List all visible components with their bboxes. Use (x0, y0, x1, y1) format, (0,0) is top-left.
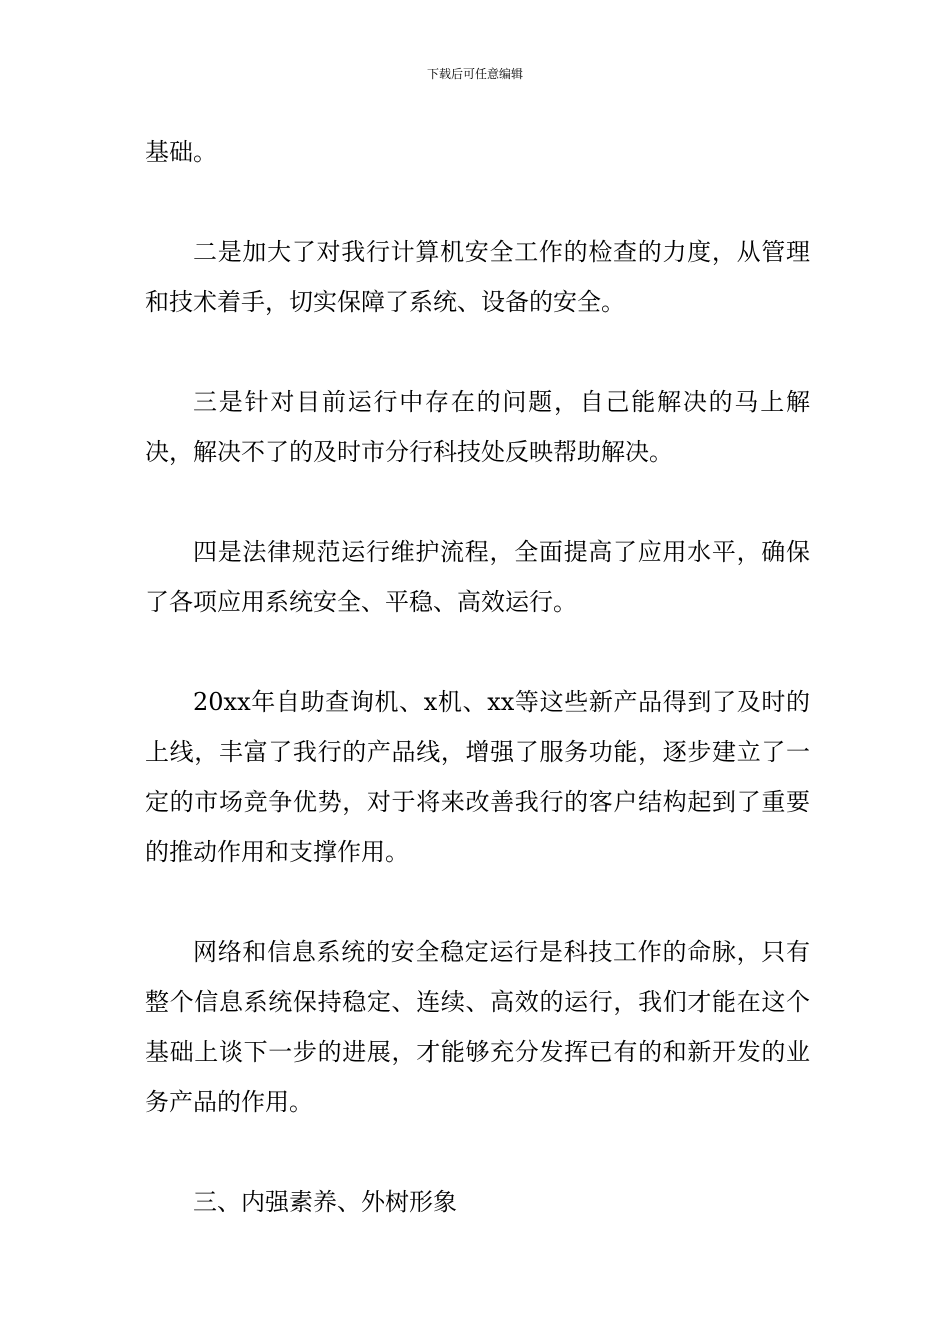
paragraph-continuation: 基础。 (145, 138, 217, 166)
paragraph-maintenance-process: 四是法律规范运行维护流程，全面提高了应用水平，确保了各项应用系统安全、平稳、高效运行。 (145, 538, 810, 616)
paragraph-system-stability: 网络和信息系统的安全稳定运行是科技工作的命脉，只有整个信息系统保持稳定、连续、高效的运行，我们才能在这个基础上谈下一步的进展，才能够充分发挥已有的和新开发的业务产品的作用。 (145, 938, 810, 1116)
section-heading: 三、内强素养、外树形象 (193, 1188, 457, 1216)
document-body (145, 127, 810, 1277)
paragraph-new-products: 20xx年自助查询机、x机、xx等这些新产品得到了及时的上线，丰富了我行的产品线，增强了服务功能，逐步建立了一定的市场竞争优势，对于将来改善我行的客户结构起到了重要的推动作用和支撑作用。 (145, 688, 810, 866)
page-header: 下载后可任意编辑 (426, 67, 523, 81)
paragraph-problem-solving: 三是针对目前运行中存在的问题，自己能解决的马上解决，解决不了的及时市分行科技处反映帮助解决。 (145, 388, 810, 466)
paragraph-security-inspection: 二是加大了对我行计算机安全工作的检查的力度，从管理和技术着手，切实保障了系统、设备的安全。 (145, 238, 810, 316)
